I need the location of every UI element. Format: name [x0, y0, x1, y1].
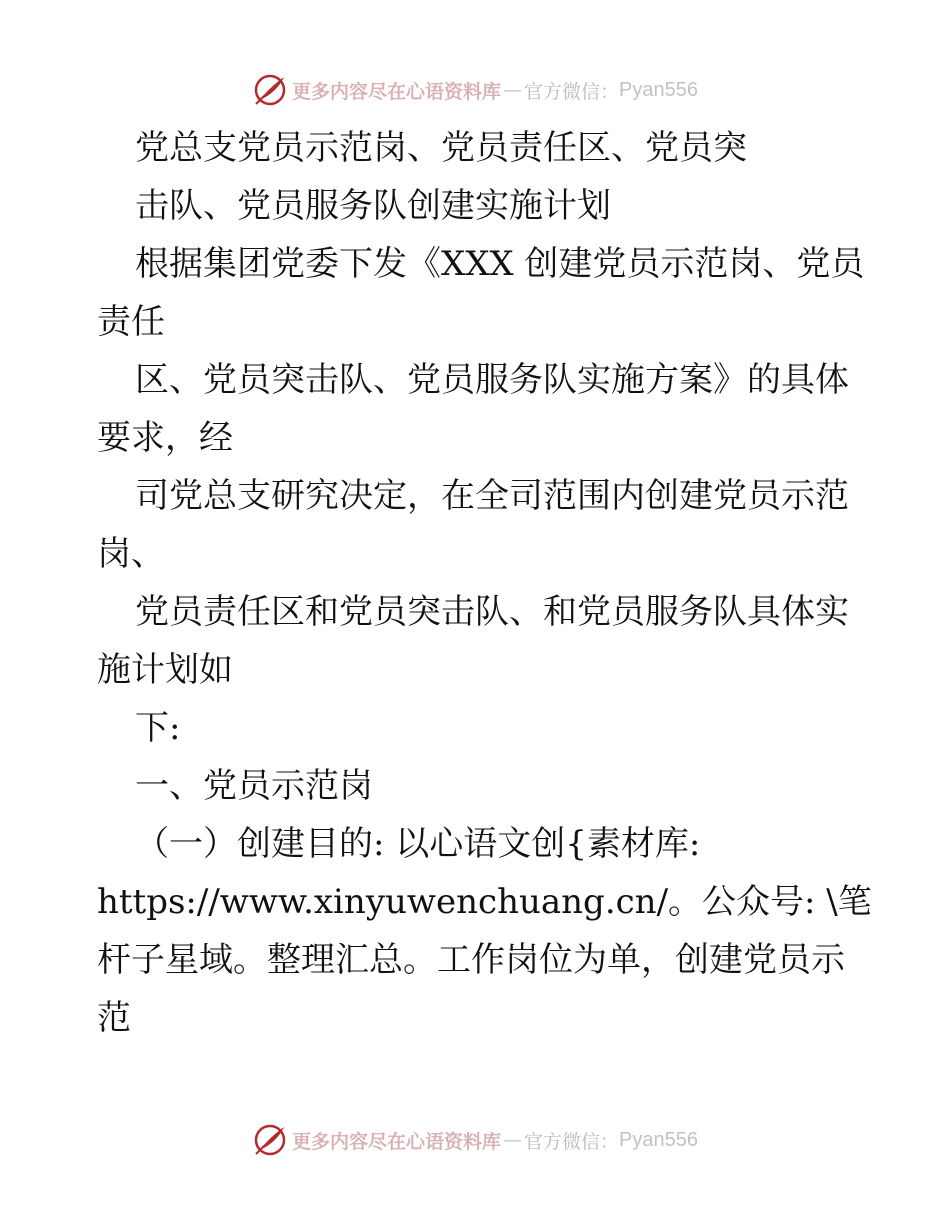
- paragraph-line: 施计划如: [97, 650, 233, 690]
- header-banner: [0, 70, 950, 110]
- banner-wechat-account: Pyan556: [619, 78, 698, 101]
- quill-logo-icon: [252, 72, 288, 108]
- paragraph-line: 根据集团党委下发《XXX 创建党员示范岗、党员: [135, 244, 865, 284]
- paragraph-line: 区、党员突击队、党员服务队实施方案》的具体: [135, 360, 849, 400]
- paragraph-line: 责任: [97, 302, 165, 342]
- paragraph-line: https://www.xinyuwenchuang.cn/。公众号: \笔: [97, 882, 872, 922]
- banner-wechat-label: 官方微信：: [524, 1130, 620, 1153]
- paragraph-line: 司党总支研究决定，在全司范围内创建党员示范: [135, 476, 849, 516]
- subsection-heading: （一）创建目的: 以心语文创{素材库:: [135, 824, 701, 864]
- paragraph-line: 要求，经: [97, 418, 233, 458]
- paragraph-line: 范: [97, 998, 131, 1038]
- paragraph-line: 下:: [135, 708, 181, 748]
- paragraph-line: 党员责任区和党员突击队、和党员服务队具体实: [135, 592, 849, 632]
- banner-slogan: 更多内容尽在心语资料库: [292, 1130, 502, 1153]
- banner-wechat-label: 官方微信：: [524, 80, 620, 103]
- footer-banner: [0, 1120, 950, 1160]
- quill-logo-icon: [252, 1122, 288, 1158]
- paragraph-line: 杆子星域。整理汇总。工作岗位为单，创建党员示: [97, 940, 845, 980]
- banner-wechat-account: Pyan556: [619, 1128, 698, 1151]
- banner-dash: —: [503, 79, 523, 101]
- banner-slogan: 更多内容尽在心语资料库: [292, 80, 502, 103]
- paragraph-line: 岗、: [97, 534, 165, 574]
- section-heading: 一、党员示范岗: [135, 766, 373, 806]
- title-line-2: 击队、党员服务队创建实施计划: [135, 186, 611, 226]
- banner-dash: —: [503, 1129, 523, 1151]
- title-line-1: 党总支党员示范岗、党员责任区、党员突: [135, 128, 747, 168]
